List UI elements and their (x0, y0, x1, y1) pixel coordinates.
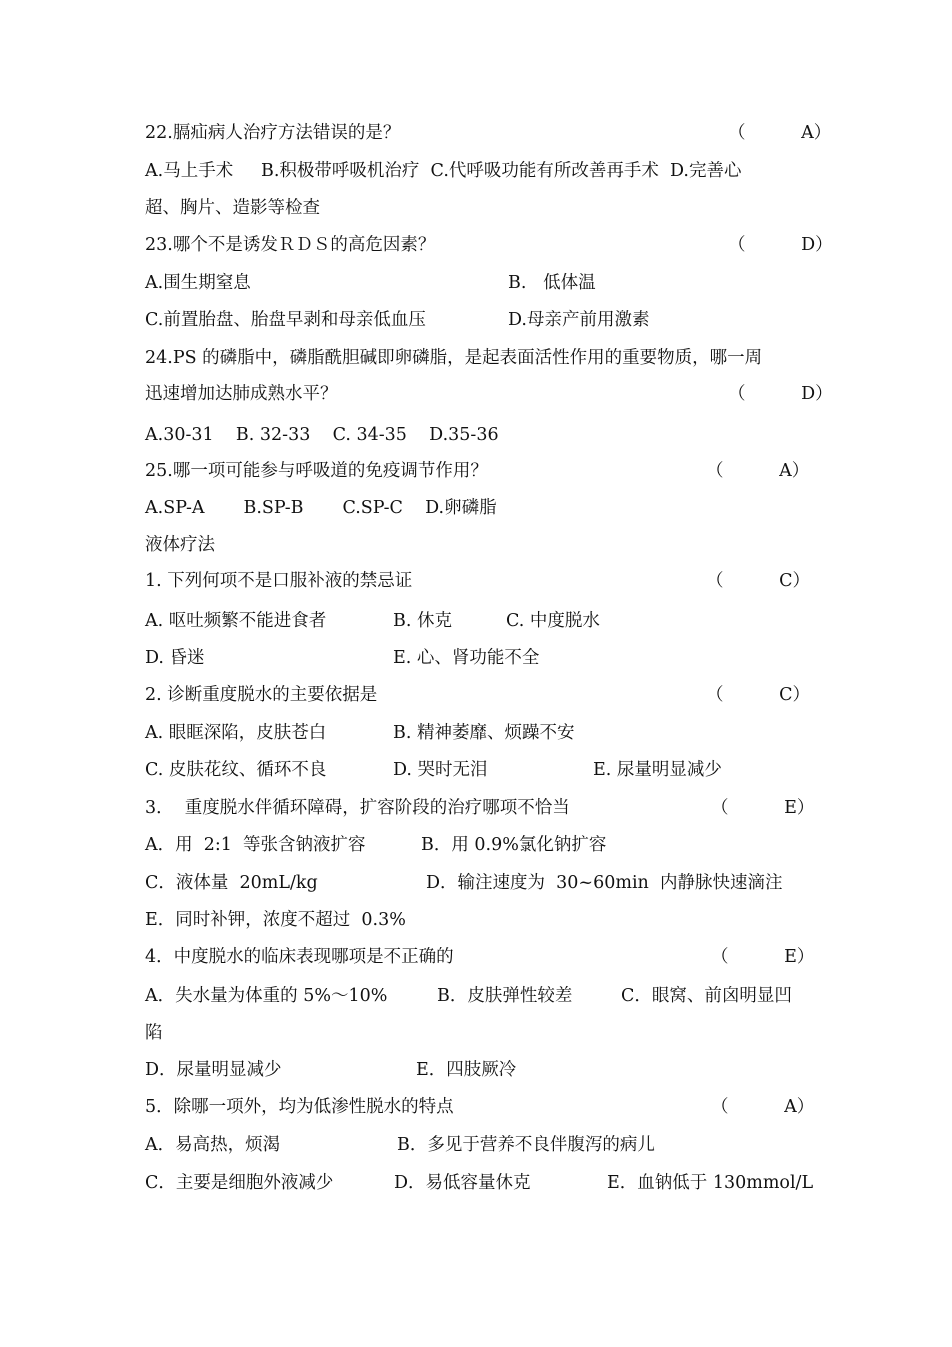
fluid-answer-3: （ E） (711, 798, 815, 818)
option-b: B．皮肤弹性较差 (437, 986, 573, 1006)
option-d: D．尿量明显减少 (145, 1060, 282, 1080)
question-25: 25.哪一项可能参与呼吸道的免疫调节作用？ (145, 461, 488, 481)
option-c-cont: 陷 (145, 1023, 163, 1043)
question-25-options: A.SP-A B.SP-B C.SP-C D.卵磷脂 (145, 498, 497, 518)
option-d: D．输注速度为 30~60min 内静脉快速滴注 (426, 873, 783, 893)
option-a: A. 眼眶深陷，皮肤苍白 (145, 723, 327, 743)
question-24-options: A.30-31 B. 32-33 C. 34-35 D.35-36 (145, 425, 499, 445)
question-22: 22.膈疝病人治疗方法错误的是？ (145, 123, 401, 143)
question-24-cont: 迅速增加达肺成熟水平？ (145, 384, 338, 404)
fluid-question-4: 4．中度脱水的临床表现哪项是不正确的 (145, 947, 454, 967)
option-c: C．眼窝、前囟明显凹 (621, 986, 792, 1006)
answer-23: （ D） (728, 235, 833, 255)
option-c: C．液体量 20mL/kg (145, 873, 318, 893)
option-b: B．多见于营养不良伴腹泻的病儿 (397, 1135, 655, 1155)
option-e: E. 心、肾功能不全 (393, 648, 540, 668)
fluid-answer-1: （ C） (706, 571, 811, 591)
option-d: D．易低容量休克 (394, 1173, 531, 1193)
option-c: C．主要是细胞外液减少 (145, 1173, 334, 1193)
question-24: 24.PS 的磷脂中，磷脂酰胆碱即卵磷脂，是起表面活性作用的重要物质，哪一周 (145, 348, 763, 368)
option-d: D.母亲产前用激素 (508, 310, 650, 330)
option-e: E．四肢厥冷 (416, 1060, 517, 1080)
fluid-question-3: 3． 重度脱水伴循环障碍，扩容阶段的治疗哪项不恰当 (145, 798, 570, 818)
fluid-answer-4: （ E） (711, 947, 815, 967)
option-a: A. 呕吐频繁不能进食者 (145, 611, 327, 631)
option-a: A．用 2:1 等张含钠液扩容 (145, 835, 366, 855)
option-b: B．用 0.9%氯化钠扩容 (421, 835, 607, 855)
question-22-options: A.马上手术 B.积极带呼吸机治疗 C.代呼吸功能有所改善再手术 D.完善心 (145, 161, 742, 181)
option-a: A．失水量为体重的 5%～10% (145, 986, 388, 1006)
fluid-answer-2: （ C） (706, 685, 811, 705)
option-d: D. 昏迷 (145, 648, 205, 668)
option-c: C. 皮肤花纹、循环不良 (145, 760, 327, 780)
answer-24: （ D） (728, 384, 833, 404)
option-c: C. 中度脱水 (506, 611, 600, 631)
answer-22: （ A） (728, 123, 832, 143)
question-23: 23.哪个不是诱发ＲＤＳ的高危因素？ (145, 235, 436, 255)
option-e: E．血钠低于 130mmol/L (607, 1173, 814, 1193)
option-b: B. 休克 (393, 611, 452, 631)
fluid-question-5: 5．除哪一项外，均为低渗性脱水的特点 (145, 1097, 454, 1117)
option-b: B. 精神萎靡、烦躁不安 (393, 723, 575, 743)
option-e: E．同时补钾，浓度不超过 0.3% (145, 910, 406, 930)
answer-25: （ A） (706, 461, 810, 481)
option-a: A．易高热，烦渴 (145, 1135, 281, 1155)
option-c: C.前置胎盘、胎盘早剥和母亲低血压 (145, 310, 426, 330)
option-a: A.围生期窒息 (145, 273, 251, 293)
fluid-question-2: 2. 诊断重度脱水的主要依据是 (145, 685, 378, 705)
option-d: D. 哭时无泪 (393, 760, 488, 780)
fluid-answer-5: （ A） (711, 1097, 815, 1117)
option-e: E. 尿量明显减少 (593, 760, 722, 780)
section-title: 液体疗法 (145, 535, 215, 555)
question-22-options-cont: 超、胸片、造影等检查 (145, 198, 320, 218)
option-b: B. 低体温 (508, 273, 596, 293)
fluid-question-1: 1. 下列何项不是口服补液的禁忌证 (145, 571, 413, 591)
